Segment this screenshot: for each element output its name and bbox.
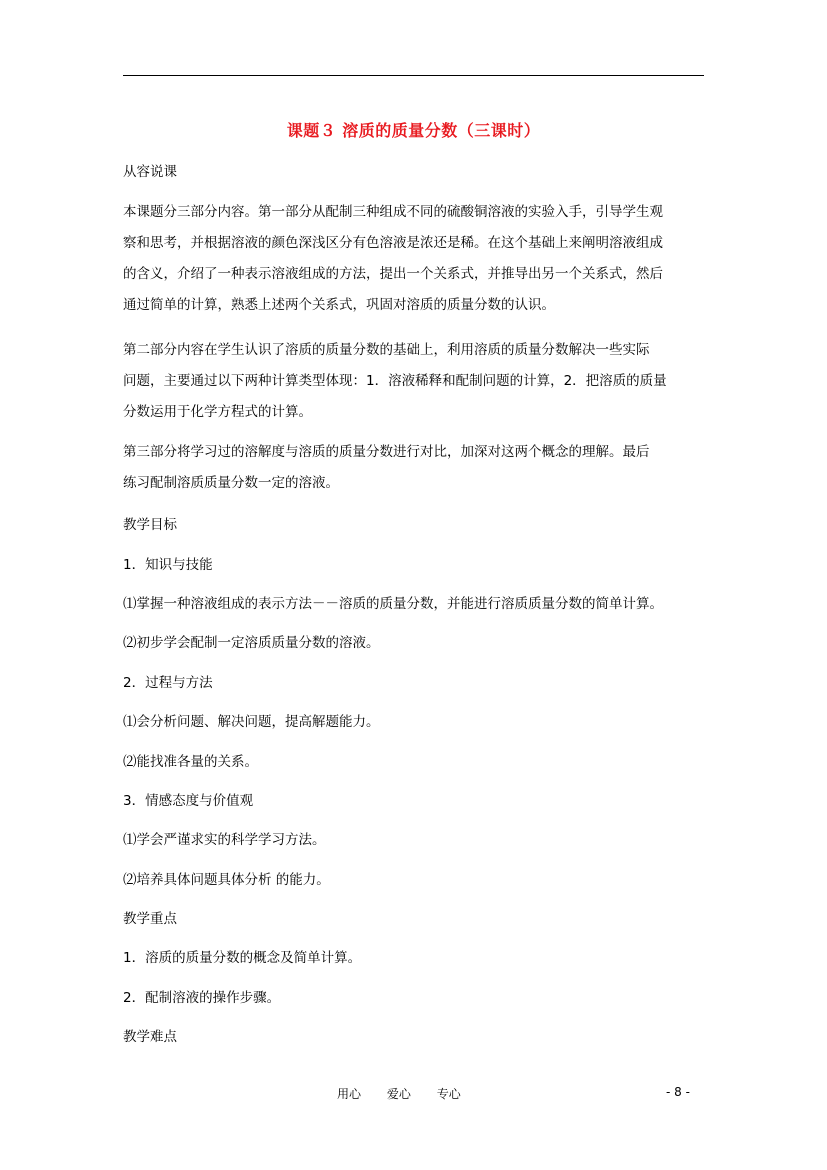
paragraph-line: 第三部分将学习过的溶解度与溶质的质量分数进行对比，加深对这两个概念的理解。最后 <box>123 444 650 460</box>
header-rule <box>123 75 704 76</box>
paragraph-line: 本课题分三部分内容。第一部分从配制三种组成不同的硫酸铜溶液的实验入手，引导学生观 <box>123 204 663 220</box>
goal2-item2: ⑵能找准各量的关系。 <box>123 754 258 770</box>
footer-motto-2: 爱心 <box>386 1087 411 1101</box>
intro-heading: 从容说课 <box>123 164 177 180</box>
paragraph-line: 练习配制溶质质量分数一定的溶液。 <box>123 475 339 491</box>
goal1-heading: 1．知识与技能 <box>123 557 213 573</box>
paragraph-3 <box>123 437 704 499</box>
difficulty-heading: 教学难点 <box>123 1029 177 1045</box>
footer-motto <box>337 1085 483 1102</box>
paragraph-line: 的含义，介绍了一种表示溶液组成的方法，提出一个关系式，并推导出另一个关系式，然后 <box>123 266 663 282</box>
goal2-item1: ⑴会分析问题、解决问题，提高解题能力。 <box>123 714 380 730</box>
key-item1: 1．溶质的质量分数的概念及简单计算。 <box>123 950 362 966</box>
goal1-item1: ⑴掌握一种溶液组成的表示方法－－溶质的质量分数，并能进行溶质质量分数的简单计算。 <box>123 596 663 612</box>
page-number: - 8 - <box>666 1085 690 1099</box>
paragraph-line: 分数运用于化学方程式的计算。 <box>123 404 312 420</box>
goal3-item2: ⑵培养具体问题具体分析 的能力。 <box>123 872 330 888</box>
paragraph-line: 通过简单的计算，熟悉上述两个关系式，巩固对溶质的质量分数的认识。 <box>123 297 555 313</box>
footer-motto-3: 专心 <box>436 1087 461 1101</box>
key-heading: 教学重点 <box>123 911 177 927</box>
key-item2: 2．配制溶液的操作步骤。 <box>123 990 281 1006</box>
footer-motto-1: 用心 <box>337 1087 362 1101</box>
paragraph-line: 察和思考，并根据溶液的颜色深浅区分有色溶液是浓还是稀。在这个基础上来阐明溶液组成 <box>123 235 663 251</box>
goal3-heading: 3．情感态度与价值观 <box>123 793 254 809</box>
goal2-heading: 2．过程与方法 <box>123 675 213 691</box>
page-title: 课题３ 溶质的质量分数（三课时） <box>286 121 541 140</box>
paragraph-2 <box>123 335 704 428</box>
paragraph-line: 第二部分内容在学生认识了溶质的质量分数的基础上，利用溶质的质量分数解决一些实际 <box>123 342 650 358</box>
paragraph-1 <box>123 197 704 321</box>
goal1-item2: ⑵初步学会配制一定溶质质量分数的溶液。 <box>123 635 380 651</box>
paragraph-line: 问题，主要通过以下两种计算类型体现：1．溶液稀释和配制问题的计算，2．把溶质的质量 <box>123 373 667 389</box>
goals-heading: 教学目标 <box>123 517 177 533</box>
goal3-item1: ⑴学会严谨求实的科学学习方法。 <box>123 832 326 848</box>
